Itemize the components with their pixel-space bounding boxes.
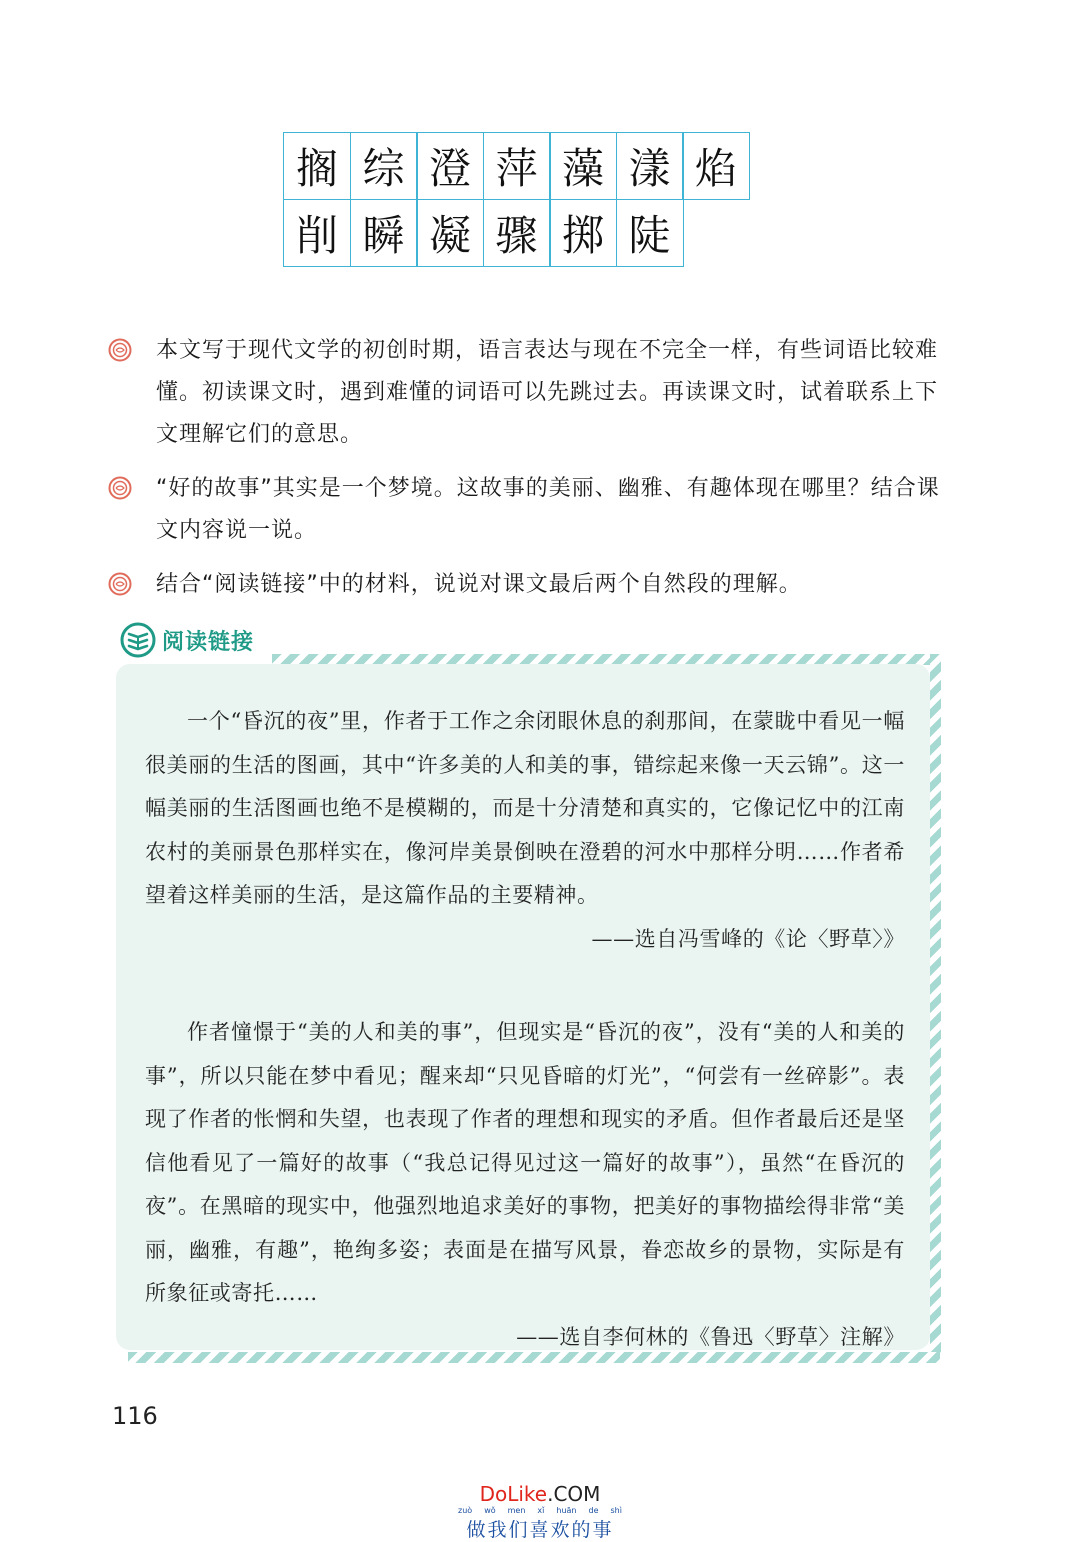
reading-link-content: [145, 700, 905, 1359]
excerpt-source-1: ——选自冯雪峰的《论〈野草〉》: [591, 926, 905, 951]
excerpt-paragraph-2: 作者憧憬于“美的人和美的事”，但现实是“昏沉的夜”，没有“美的人和美的事”，所以只能在梦中看见；醒来却“只见昏暗的灯光”，“何尝有一丝碎影”。表现了作者的怅惘和失望，也表现了作者的理想和现实的矛盾。但作者最后还是坚信他看见了一篇好的故事（“我总记得见过这一篇好的故事”），虽然“在昏沉的夜”。在黑暗的现实中，他强烈地追求美好的事物，把美好的事物描绘得非常“美丽，幽雅，有趣”，艳绚多姿；表面是在描写风景，眷恋故乡的景物，实际是有所象征或寄托……: [145, 1020, 905, 1305]
char-cell: 陡: [616, 199, 684, 267]
question-item: [108, 330, 958, 456]
pinyin-syllable: de: [588, 1506, 599, 1515]
character-grid-row-1: [283, 132, 749, 199]
char-cell: 瞬: [350, 199, 418, 267]
seal-bullet-icon: [108, 338, 132, 362]
char-cell: 澄: [416, 132, 484, 200]
question-item: [108, 468, 958, 552]
seal-bullet-icon: [108, 572, 132, 596]
char-cell: 搁: [283, 132, 351, 200]
pinyin-syllable: xǐ: [537, 1506, 545, 1515]
character-grid-row-2: [283, 199, 749, 266]
excerpt-source-2: ——选自李何林的《鲁迅〈野草〉注解》: [516, 1324, 905, 1349]
pinyin-syllable: zuò: [458, 1506, 473, 1515]
char-cell: 藻: [549, 132, 617, 200]
reading-link-header: [120, 622, 254, 658]
seal-bullet-icon: [108, 476, 132, 500]
char-cell: 综: [350, 132, 418, 200]
char-cell: 削: [283, 199, 351, 267]
brand-logo: [440, 1482, 640, 1506]
question-text: 结合“阅读链接”中的材料，说说对课文最后两个自然段的理解。: [156, 572, 802, 597]
question-text: 本文写于现代文学的初创时期，语言表达与现在不完全一样，有些词语比较难懂。初读课文时，遇到难懂的词语可以先跳过去。再读课文时，试着联系上下文理解它们的意思。: [156, 338, 939, 447]
char-cell: 漾: [616, 132, 684, 200]
character-grid: [283, 132, 749, 265]
question-list: [108, 330, 958, 618]
question-text: “好的故事”其实是一个梦境。这故事的美丽、幽雅、有趣体现在哪里？结合课文内容说一说。: [156, 476, 940, 543]
slogan-text: 做我们喜欢的事: [466, 1519, 614, 1541]
book-icon: [120, 622, 156, 658]
reading-link-title: 阅读链接: [162, 629, 255, 655]
char-cell: 凝: [416, 199, 484, 267]
question-item: [108, 564, 958, 606]
char-cell: 萍: [483, 132, 551, 200]
excerpt-paragraph-1: 一个“昏沉的夜”里，作者于工作之余闭眼休息的刹那间，在蒙眬中看见一幅很美丽的生活的图画，其中“许多美的人和美的事，错综起来像一天云锦”。这一幅美丽的生活图画也绝不是模糊的，而是十分清楚和真实的，它像记忆中的江南农村的美丽景色那样实在，像河岸美景倒映在澄碧的河水中那样分明……作者希望着这样美丽的生活，是这篇作品的主要精神。: [145, 709, 905, 907]
char-cell: 骤: [483, 199, 551, 267]
slogan-pinyin: [440, 1506, 640, 1515]
brand-main: DoLike: [479, 1482, 548, 1506]
page-number: 116: [112, 1402, 158, 1430]
char-cell: 掷: [549, 199, 617, 267]
pinyin-syllable: shì: [610, 1506, 622, 1515]
pinyin-syllable: huān: [556, 1506, 577, 1515]
stripe-border-right: [930, 654, 941, 1360]
char-cell: 焰: [682, 132, 750, 200]
brand-suffix: .COM: [547, 1482, 601, 1506]
pinyin-syllable: men: [507, 1506, 526, 1515]
pinyin-syllable: wǒ: [484, 1506, 496, 1515]
footer-watermark: [440, 1482, 640, 1542]
